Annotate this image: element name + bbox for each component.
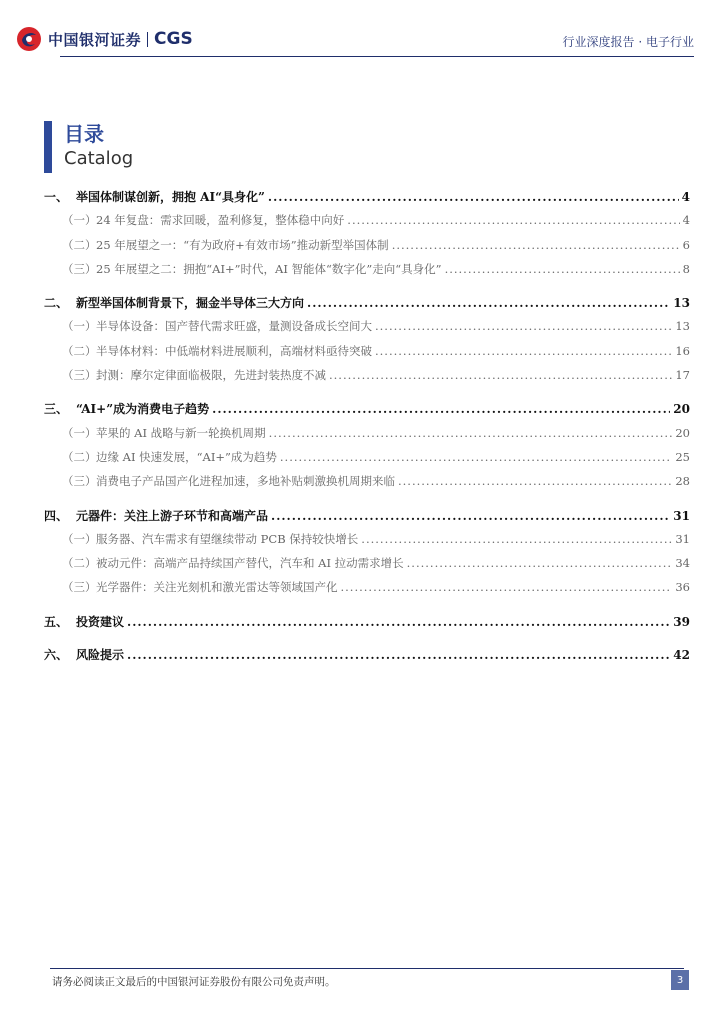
toc-entry-number: （一） <box>62 531 97 546</box>
toc-section-entry[interactable] <box>44 400 690 424</box>
toc-entry-page: 13 <box>673 296 690 311</box>
toc-subsection-entry[interactable] <box>44 261 690 285</box>
cgs-logo-icon <box>16 26 42 52</box>
toc-entry-title: 半导体材料：中低端材料进展顺利，高端材料亟待突破 <box>96 343 372 358</box>
toc-leader-dots <box>271 509 670 523</box>
toc-entry-number: （一） <box>62 425 97 440</box>
toc-entry-title: “AI+”成为消费电子趋势 <box>76 402 210 417</box>
toc-entry-title: 封测：摩尔定律面临极限，先进封装热度不减 <box>96 368 326 383</box>
toc-entry-number: （二） <box>62 343 97 358</box>
toc-subsection-entry[interactable] <box>44 531 690 555</box>
toc-entry-page: 17 <box>675 368 690 383</box>
toc-leader-dots <box>280 450 672 464</box>
toc-entry-number: （三） <box>62 261 97 276</box>
toc-section-entry[interactable] <box>44 613 690 637</box>
toc-entry-number: （二） <box>62 237 97 252</box>
footer-disclaimer: 请务必阅读正文最后的中国银河证券股份有限公司免责声明。 <box>52 976 336 988</box>
toc-section-entry[interactable] <box>44 507 690 531</box>
toc-leader-dots <box>445 262 680 276</box>
toc-entry-title: 边缘 AI 快速发展，“AI+”成为趋势 <box>96 449 277 464</box>
header-divider <box>60 56 694 57</box>
title-accent-bar <box>44 121 52 173</box>
toc-subsection-entry[interactable] <box>44 212 690 236</box>
toc-leader-dots <box>361 532 672 546</box>
toc-entry-page: 4 <box>681 190 690 204</box>
toc-leader-dots <box>375 319 672 333</box>
toc-leader-dots <box>127 615 670 629</box>
toc-leader-dots <box>127 648 670 662</box>
logo-english-name: CGS <box>154 29 193 49</box>
logo-divider <box>147 32 148 47</box>
toc-entry-number: （三） <box>62 474 97 489</box>
toc-subsection-entry[interactable] <box>44 343 690 367</box>
toc-entry-number: 六、 <box>44 648 69 663</box>
toc-entry-title: 新型举国体制背景下，掘金半导体三大方向 <box>76 296 305 311</box>
page-header <box>0 0 724 60</box>
toc-leader-dots <box>392 238 680 252</box>
toc-entry-title: 苹果的 AI 战略与新一轮换机周期 <box>96 425 266 440</box>
toc-entry-title: 被动元件：高端产品持续国产替代，汽车和 AI 拉动需求增长 <box>96 556 404 571</box>
toc-entry-page: 42 <box>673 648 690 663</box>
toc-entry-title: 24 年复盘：需求回暖，盈利修复，整体稳中向好 <box>96 213 345 228</box>
toc-entry-number: （三） <box>62 368 97 383</box>
toc-entry-title: 光学器件：关注光刻机和激光雷达等领域国产化 <box>96 580 338 595</box>
toc-entry-title: 投资建议 <box>76 614 125 629</box>
toc-entry-number: （一） <box>62 213 97 228</box>
toc-entry-page: 28 <box>675 474 690 489</box>
toc-entry-page: 20 <box>673 402 690 417</box>
toc-subsection-entry[interactable] <box>44 555 690 579</box>
toc-subsection-entry[interactable] <box>44 237 690 261</box>
toc-entry-page: 16 <box>675 343 690 358</box>
toc-entry-number: （一） <box>62 319 97 334</box>
toc-leader-dots <box>407 556 673 570</box>
logo-chinese-name: 中国银河证券 <box>48 30 142 49</box>
toc-entry-page: 25 <box>675 449 690 464</box>
toc-entry-page: 39 <box>673 614 690 629</box>
company-logo <box>16 26 193 52</box>
toc-leader-dots <box>307 296 670 310</box>
toc-entry-page: 31 <box>675 531 690 546</box>
page-subtitle: Catalog <box>64 148 134 169</box>
toc-entry-title: 半导体设备：国产替代需求旺盛，量测设备成长空间大 <box>96 319 372 334</box>
toc-leader-dots <box>347 213 679 227</box>
toc-entry-page: 13 <box>675 319 690 334</box>
table-of-contents <box>44 188 690 670</box>
report-type-label: 行业深度报告 · 电子行业 <box>562 35 694 49</box>
toc-entry-title: 风险提示 <box>76 648 125 663</box>
toc-section-entry[interactable] <box>44 188 690 212</box>
toc-leader-dots <box>268 190 679 204</box>
toc-entry-number: （二） <box>62 556 97 571</box>
toc-entry-page: 6 <box>682 237 690 252</box>
toc-entry-title: 25 年展望之二：拥抱“AI+”时代，AI 智能体“数字化”走向“具身化” <box>96 261 442 276</box>
toc-section-entry[interactable] <box>44 646 690 670</box>
toc-entry-page: 4 <box>682 213 690 228</box>
page-title: 目录 <box>64 122 104 146</box>
toc-leader-dots <box>375 344 672 358</box>
toc-entry-page: 20 <box>675 425 690 440</box>
toc-leader-dots <box>212 402 670 416</box>
toc-leader-dots <box>329 368 672 382</box>
toc-entry-number: 一、 <box>44 190 69 204</box>
toc-entry-page: 8 <box>682 261 690 276</box>
toc-subsection-entry[interactable] <box>44 425 690 449</box>
footer-divider <box>50 968 684 969</box>
toc-leader-dots <box>269 426 673 440</box>
page-number-badge: 3 <box>671 970 689 990</box>
toc-entry-page: 34 <box>675 556 690 571</box>
toc-entry-title: 25 年展望之一：“有为政府+有效市场”推动新型举国体制 <box>96 237 389 252</box>
toc-entry-title: 元器件：关注上游子环节和高端产品 <box>76 508 269 523</box>
toc-subsection-entry[interactable] <box>44 367 690 391</box>
toc-entry-title: 服务器、汽车需求有望继续带动 PCB 保持较快增长 <box>96 531 359 546</box>
toc-section-entry[interactable] <box>44 294 690 318</box>
toc-subsection-entry[interactable] <box>44 318 690 342</box>
toc-entry-number: 五、 <box>44 614 69 629</box>
toc-entry-title: 消费电子产品国产化进程加速，多地补贴刺激换机周期来临 <box>96 474 395 489</box>
toc-entry-number: 三、 <box>44 402 69 417</box>
toc-entry-number: 二、 <box>44 296 69 311</box>
toc-entry-title: 举国体制谋创新，拥抱 AI“具身化” <box>76 190 265 204</box>
toc-subsection-entry[interactable] <box>44 473 690 497</box>
toc-subsection-entry[interactable] <box>44 579 690 603</box>
toc-leader-dots <box>398 474 672 488</box>
toc-entry-page: 31 <box>673 508 690 523</box>
toc-entry-page: 36 <box>675 580 690 595</box>
toc-entry-number: （二） <box>62 449 97 464</box>
toc-leader-dots <box>341 580 673 594</box>
toc-entry-number: 四、 <box>44 508 69 523</box>
toc-entry-number: （三） <box>62 580 97 595</box>
toc-subsection-entry[interactable] <box>44 449 690 473</box>
